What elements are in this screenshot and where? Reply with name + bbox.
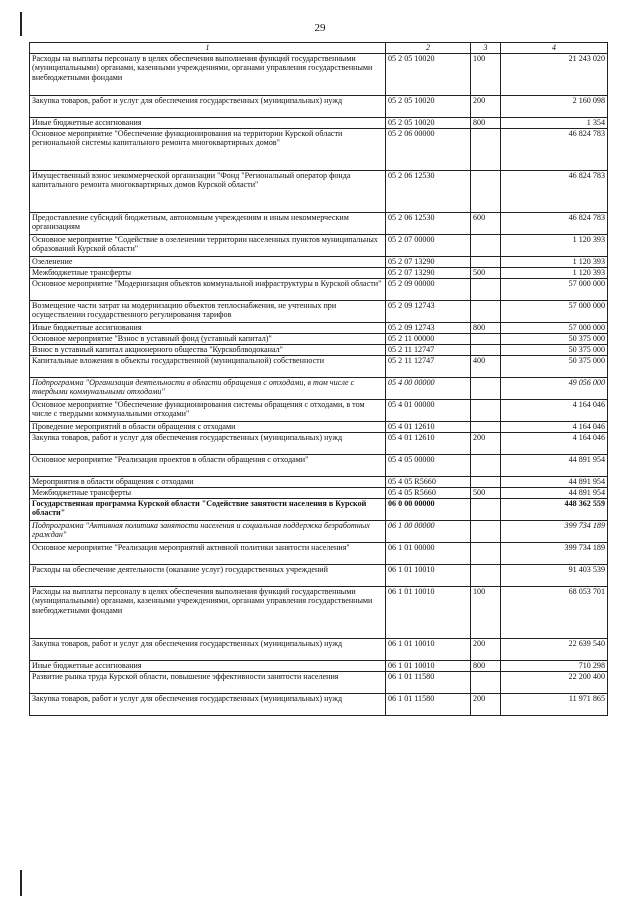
row-code-cell: 05 2 05 10020 bbox=[386, 95, 471, 117]
row-type-cell bbox=[471, 542, 501, 564]
row-code-cell: 05 2 09 00000 bbox=[386, 278, 471, 300]
row-name-cell: Предоставление субсидий бюджетным, автономным учреждениям и иным некоммерческим организациям bbox=[30, 212, 386, 234]
row-name-cell: Иные бюджетные ассигнования bbox=[30, 117, 386, 128]
row-amount-cell: 1 120 393 bbox=[501, 267, 608, 278]
table-row bbox=[30, 671, 608, 693]
row-amount-cell: 46 824 783 bbox=[501, 212, 608, 234]
row-amount-cell: 399 734 189 bbox=[501, 542, 608, 564]
table-header-row bbox=[30, 43, 608, 54]
table-row bbox=[30, 638, 608, 660]
row-type-cell: 800 bbox=[471, 322, 501, 333]
row-type-cell: 600 bbox=[471, 212, 501, 234]
row-type-cell: 200 bbox=[471, 95, 501, 117]
row-code-cell: 06 1 01 10010 bbox=[386, 586, 471, 638]
table-row bbox=[30, 660, 608, 671]
row-name-cell: Имущественный взнос некоммерческой организации "Фонд "Региональный оператор фонда капитального ремонта многоквартирных домов Курской области" bbox=[30, 170, 386, 212]
table-row bbox=[30, 693, 608, 715]
row-code-cell: 06 1 01 10010 bbox=[386, 638, 471, 660]
row-amount-cell: 1 120 393 bbox=[501, 256, 608, 267]
row-code-cell: 05 2 07 00000 bbox=[386, 234, 471, 256]
row-code-cell: 06 1 01 11580 bbox=[386, 693, 471, 715]
table-row bbox=[30, 564, 608, 586]
row-type-cell: 100 bbox=[471, 53, 501, 95]
row-code-cell: 05 4 01 12610 bbox=[386, 421, 471, 432]
row-name-cell: Развитие рынка труда Курской области, повышение эффективности занятости населения bbox=[30, 671, 386, 693]
row-type-cell: 200 bbox=[471, 693, 501, 715]
row-type-cell bbox=[471, 454, 501, 476]
row-name-cell: Закупка товаров, работ и услуг для обеспечения государственных (муниципальных) нужд bbox=[30, 638, 386, 660]
row-code-cell: 05 2 06 00000 bbox=[386, 128, 471, 170]
row-code-cell: 05 2 11 12747 bbox=[386, 344, 471, 355]
row-type-cell bbox=[471, 476, 501, 487]
row-amount-cell: 4 164 046 bbox=[501, 432, 608, 454]
row-code-cell: 05 2 09 12743 bbox=[386, 300, 471, 322]
table-row bbox=[30, 128, 608, 170]
row-code-cell: 05 2 05 10020 bbox=[386, 117, 471, 128]
row-amount-cell: 4 164 046 bbox=[501, 421, 608, 432]
table-row bbox=[30, 212, 608, 234]
header-cell-code: 2 bbox=[386, 43, 471, 54]
row-name-cell: Основное мероприятие "Модернизация объектов коммунальной инфраструктуры в Курской области" bbox=[30, 278, 386, 300]
row-type-cell bbox=[471, 128, 501, 170]
row-name-cell: Государственная программа Курской области "Содействие занятости населения в Курской области" bbox=[30, 498, 386, 520]
header-cell-name: 1 bbox=[30, 43, 386, 54]
row-amount-cell: 50 375 000 bbox=[501, 344, 608, 355]
row-name-cell: Возмещение части затрат на модернизацию объектов теплоснабжения, не учтенных при осуществлении государственного регулирования тарифов bbox=[30, 300, 386, 322]
row-name-cell: Взнос в уставный капитал акционерного общества "Курскоблводоканал" bbox=[30, 344, 386, 355]
row-type-cell bbox=[471, 278, 501, 300]
row-type-cell bbox=[471, 344, 501, 355]
table-row bbox=[30, 432, 608, 454]
row-type-cell bbox=[471, 564, 501, 586]
table-row bbox=[30, 487, 608, 498]
row-type-cell: 500 bbox=[471, 487, 501, 498]
header-cell-amount: 4 bbox=[501, 43, 608, 54]
row-code-cell: 06 1 00 00000 bbox=[386, 520, 471, 542]
row-code-cell: 05 2 06 12530 bbox=[386, 170, 471, 212]
row-amount-cell: 21 243 020 bbox=[501, 53, 608, 95]
row-type-cell bbox=[471, 671, 501, 693]
row-name-cell: Основное мероприятие "Реализация мероприятий активной политики занятости населения" bbox=[30, 542, 386, 564]
table-row bbox=[30, 333, 608, 344]
row-amount-cell: 57 000 000 bbox=[501, 278, 608, 300]
row-name-cell: Основное мероприятие "Взнос в уставный фонд (уставный капитал)" bbox=[30, 333, 386, 344]
table-row bbox=[30, 322, 608, 333]
row-code-cell: 05 4 05 R5660 bbox=[386, 476, 471, 487]
row-amount-cell: 50 375 000 bbox=[501, 333, 608, 344]
row-name-cell: Основное мероприятие "Обеспечение функционирования на территории Курской области региональной системы капитального ремонта многоквартирных домов" bbox=[30, 128, 386, 170]
row-code-cell: 05 4 01 00000 bbox=[386, 399, 471, 421]
row-amount-cell: 44 891 954 bbox=[501, 487, 608, 498]
table-row bbox=[30, 53, 608, 95]
row-name-cell: Иные бюджетные ассигнования bbox=[30, 322, 386, 333]
row-amount-cell: 50 375 000 bbox=[501, 355, 608, 377]
row-name-cell: Мероприятия в области обращения с отходами bbox=[30, 476, 386, 487]
row-code-cell: 06 1 01 10010 bbox=[386, 660, 471, 671]
table-row bbox=[30, 278, 608, 300]
row-type-cell bbox=[471, 421, 501, 432]
row-name-cell: Подпрограмма "Активная политика занятости населения и социальная поддержка безработных граждан" bbox=[30, 520, 386, 542]
row-code-cell: 05 2 05 10020 bbox=[386, 53, 471, 95]
row-type-cell bbox=[471, 498, 501, 520]
row-amount-cell: 1 354 bbox=[501, 117, 608, 128]
row-amount-cell: 46 824 783 bbox=[501, 128, 608, 170]
row-name-cell: Расходы на выплаты персоналу в целях обеспечения выполнения функций государственными (муниципальными) органами, казенными учреждениями, органами управления государственными внебюджетными фондами bbox=[30, 53, 386, 95]
row-type-cell bbox=[471, 256, 501, 267]
row-type-cell: 200 bbox=[471, 638, 501, 660]
table-row bbox=[30, 355, 608, 377]
table-row bbox=[30, 377, 608, 399]
row-amount-cell: 44 891 954 bbox=[501, 476, 608, 487]
row-type-cell: 800 bbox=[471, 117, 501, 128]
row-type-cell: 200 bbox=[471, 432, 501, 454]
row-type-cell bbox=[471, 377, 501, 399]
row-code-cell: 05 2 06 12530 bbox=[386, 212, 471, 234]
table-row bbox=[30, 399, 608, 421]
budget-table bbox=[29, 42, 608, 716]
table-row bbox=[30, 267, 608, 278]
row-amount-cell: 399 734 189 bbox=[501, 520, 608, 542]
row-code-cell: 05 4 05 00000 bbox=[386, 454, 471, 476]
row-code-cell: 05 4 05 R5660 bbox=[386, 487, 471, 498]
row-name-cell: Иные бюджетные ассигнования bbox=[30, 660, 386, 671]
table-row bbox=[30, 520, 608, 542]
row-name-cell: Капитальные вложения в объекты государственной (муниципальной) собственности bbox=[30, 355, 386, 377]
row-type-cell: 500 bbox=[471, 267, 501, 278]
row-code-cell: 06 1 01 00000 bbox=[386, 542, 471, 564]
row-amount-cell: 4 164 046 bbox=[501, 399, 608, 421]
table-row bbox=[30, 421, 608, 432]
row-name-cell: Закупка товаров, работ и услуг для обеспечения государственных (муниципальных) нужд bbox=[30, 693, 386, 715]
row-amount-cell: 68 053 701 bbox=[501, 586, 608, 638]
row-type-cell: 800 bbox=[471, 660, 501, 671]
row-name-cell: Межбюджетные трансферты bbox=[30, 487, 386, 498]
table-row bbox=[30, 542, 608, 564]
table-row bbox=[30, 454, 608, 476]
row-amount-cell: 46 824 783 bbox=[501, 170, 608, 212]
row-name-cell: Основное мероприятие "Содействие в озеленении территории населенных пунктов муниципальных образований Курской области" bbox=[30, 234, 386, 256]
row-code-cell: 06 0 00 00000 bbox=[386, 498, 471, 520]
row-amount-cell: 2 160 098 bbox=[501, 95, 608, 117]
row-name-cell: Проведение мероприятий в области обращения с отходами bbox=[30, 421, 386, 432]
row-amount-cell: 448 362 559 bbox=[501, 498, 608, 520]
row-amount-cell: 57 000 000 bbox=[501, 322, 608, 333]
table-row bbox=[30, 95, 608, 117]
row-type-cell bbox=[471, 399, 501, 421]
row-name-cell: Озеленение bbox=[30, 256, 386, 267]
row-type-cell bbox=[471, 234, 501, 256]
row-amount-cell: 49 056 000 bbox=[501, 377, 608, 399]
row-name-cell: Расходы на выплаты персоналу в целях обеспечения выполнения функций государственными (муниципальными) органами, казенными учреждениями, органами управления государственными внебюджетными фондами bbox=[30, 586, 386, 638]
row-code-cell: 06 1 01 10010 bbox=[386, 564, 471, 586]
row-amount-cell: 1 120 393 bbox=[501, 234, 608, 256]
row-type-cell bbox=[471, 333, 501, 344]
row-code-cell: 05 2 07 13290 bbox=[386, 256, 471, 267]
row-name-cell: Основное мероприятие "Обеспечение функционирования системы обращения с отходами, в том числе с твердыми коммунальными отходами" bbox=[30, 399, 386, 421]
row-code-cell: 05 2 11 00000 bbox=[386, 333, 471, 344]
row-type-cell bbox=[471, 520, 501, 542]
row-type-cell bbox=[471, 300, 501, 322]
row-code-cell: 05 2 11 12747 bbox=[386, 355, 471, 377]
table-row bbox=[30, 117, 608, 128]
row-code-cell: 06 1 01 11580 bbox=[386, 671, 471, 693]
row-name-cell: Закупка товаров, работ и услуг для обеспечения государственных (муниципальных) нужд bbox=[30, 95, 386, 117]
row-amount-cell: 11 971 865 bbox=[501, 693, 608, 715]
table-row bbox=[30, 476, 608, 487]
table-row bbox=[30, 344, 608, 355]
row-name-cell: Закупка товаров, работ и услуг для обеспечения государственных (муниципальных) нужд bbox=[30, 432, 386, 454]
table-row bbox=[30, 498, 608, 520]
table-row bbox=[30, 300, 608, 322]
row-type-cell bbox=[471, 170, 501, 212]
page-number: 29 bbox=[314, 22, 326, 34]
row-name-cell: Подпрограмма "Организация деятельности в области обращения с отходами, в том числе с твердыми коммунальными отходами" bbox=[30, 377, 386, 399]
table-row bbox=[30, 256, 608, 267]
header-cell-type: 3 bbox=[471, 43, 501, 54]
table-row bbox=[30, 234, 608, 256]
table-row bbox=[30, 586, 608, 638]
row-code-cell: 05 4 00 00000 bbox=[386, 377, 471, 399]
row-amount-cell: 91 403 539 bbox=[501, 564, 608, 586]
row-type-cell: 400 bbox=[471, 355, 501, 377]
row-amount-cell: 710 298 bbox=[501, 660, 608, 671]
row-amount-cell: 22 200 400 bbox=[501, 671, 608, 693]
row-name-cell: Расходы на обеспечение деятельности (оказание услуг) государственных учреждений bbox=[30, 564, 386, 586]
row-amount-cell: 57 000 000 bbox=[501, 300, 608, 322]
row-type-cell: 100 bbox=[471, 586, 501, 638]
scan-edge-mark bbox=[20, 870, 22, 896]
row-code-cell: 05 2 09 12743 bbox=[386, 322, 471, 333]
row-name-cell: Основное мероприятие "Реализация проектов в области обращения с отходами" bbox=[30, 454, 386, 476]
row-amount-cell: 44 891 954 bbox=[501, 454, 608, 476]
row-code-cell: 05 4 01 12610 bbox=[386, 432, 471, 454]
row-amount-cell: 22 639 540 bbox=[501, 638, 608, 660]
table-row bbox=[30, 170, 608, 212]
row-code-cell: 05 2 07 13290 bbox=[386, 267, 471, 278]
row-name-cell: Межбюджетные трансферты bbox=[30, 267, 386, 278]
